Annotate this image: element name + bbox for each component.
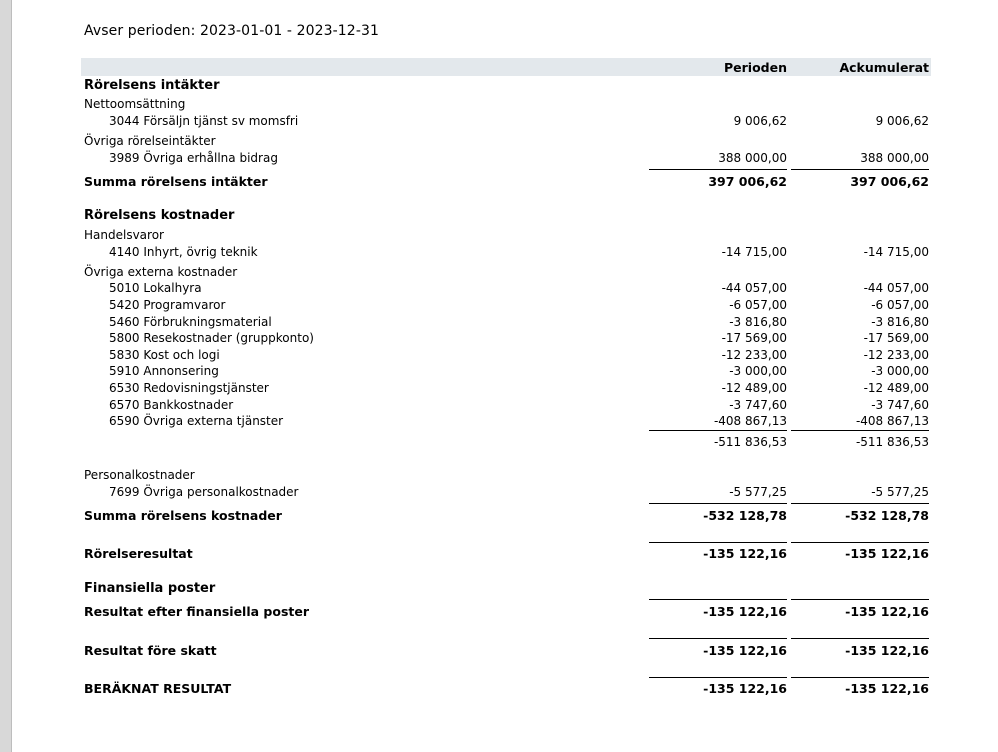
rule-after-fin-accumulated xyxy=(791,599,929,600)
financial-heading: Finansiella poster xyxy=(84,581,216,596)
operating-result-label: Rörelseresultat xyxy=(84,546,193,561)
after-financial-label: Resultat efter finansiella poster xyxy=(84,604,309,619)
row-5800-label: 5800 Resekostnader (gruppkonto) xyxy=(109,331,314,345)
row-6590-accumulated: -408 867,13 xyxy=(855,414,929,428)
row-3989-label: 3989 Övriga erhållna bidrag xyxy=(109,151,278,165)
row-5010-period: -44 057,00 xyxy=(721,281,787,295)
rule-after-fin-period xyxy=(649,599,787,600)
row-3989-period: 388 000,00 xyxy=(718,151,787,165)
rule-income-accumulated xyxy=(791,169,929,170)
row-5460-label: 5460 Förbrukningsmaterial xyxy=(109,315,272,329)
costs-sum-accumulated: -532 128,78 xyxy=(845,508,929,523)
rule-before-tax-accumulated xyxy=(791,638,929,639)
row-5830-period: -12 233,00 xyxy=(721,348,787,362)
after-financial-period: -135 122,16 xyxy=(703,604,787,619)
calculated-result-label: BERÄKNAT RESULTAT xyxy=(84,681,232,696)
after-financial-accumulated: -135 122,16 xyxy=(845,604,929,619)
rule-income-period xyxy=(649,169,787,170)
row-6570-label: 6570 Bankkostnader xyxy=(109,398,234,412)
costs-heading: Rörelsens kostnader xyxy=(84,208,235,223)
group-ovriga-rorelseintakter: Övriga rörelseintäkter xyxy=(84,134,216,148)
row-5420-period: -6 057,00 xyxy=(729,298,787,312)
column-header-accumulated: Ackumulerat xyxy=(839,60,929,75)
rule-external-accumulated xyxy=(791,430,929,431)
row-3044-label: 3044 Försäljn tjänst sv momsfri xyxy=(109,114,299,128)
rule-costs-period xyxy=(649,503,787,504)
income-sum-label: Summa rörelsens intäkter xyxy=(84,174,268,189)
row-5010-label: 5010 Lokalhyra xyxy=(109,281,202,295)
rule-costs-accumulated xyxy=(791,503,929,504)
row-6530-label: 6530 Redovisningstjänster xyxy=(109,381,269,395)
row-7699-accumulated: -5 577,25 xyxy=(871,485,929,499)
row-3044-accumulated: 9 006,62 xyxy=(875,114,929,128)
row-6570-accumulated: -3 747,60 xyxy=(871,398,929,412)
row-7699-period: -5 577,25 xyxy=(729,485,787,499)
row-6570-period: -3 747,60 xyxy=(729,398,787,412)
income-sum-accumulated: 397 006,62 xyxy=(850,174,929,189)
rule-operating-accumulated xyxy=(791,542,929,543)
operating-result-period: -135 122,16 xyxy=(703,546,787,561)
row-6530-period: -12 489,00 xyxy=(721,381,787,395)
row-5460-period: -3 816,80 xyxy=(729,315,787,329)
row-6590-label: 6590 Övriga externa tjänster xyxy=(109,414,284,428)
row-5910-label: 5910 Annonsering xyxy=(109,364,219,378)
row-6530-accumulated: -12 489,00 xyxy=(863,381,929,395)
row-4140-period: -14 715,00 xyxy=(721,245,787,259)
row-5420-label: 5420 Programvaror xyxy=(109,298,226,312)
column-header-period: Perioden xyxy=(723,60,787,75)
group-handelsvaror: Handelsvaror xyxy=(84,228,164,242)
row-5420-accumulated: -6 057,00 xyxy=(871,298,929,312)
before-tax-label: Resultat före skatt xyxy=(84,643,217,658)
rule-external-period xyxy=(649,430,787,431)
row-5460-accumulated: -3 816,80 xyxy=(871,315,929,329)
row-6590-period: -408 867,13 xyxy=(713,414,787,428)
row-5910-accumulated: -3 000,00 xyxy=(871,364,929,378)
row-5910-period: -3 000,00 xyxy=(729,364,787,378)
rule-before-tax-period xyxy=(649,638,787,639)
operating-result-accumulated: -135 122,16 xyxy=(845,546,929,561)
income-heading: Rörelsens intäkter xyxy=(84,78,220,93)
before-tax-accumulated: -135 122,16 xyxy=(845,643,929,658)
viewer-left-border xyxy=(0,0,12,752)
rule-calculated-period xyxy=(649,677,787,678)
external-total-period: -511 836,53 xyxy=(713,435,787,449)
row-5830-accumulated: -12 233,00 xyxy=(863,348,929,362)
costs-sum-label: Summa rörelsens kostnader xyxy=(84,508,282,523)
report-period: Avser perioden: 2023-01-01 - 2023-12-31 xyxy=(84,23,379,39)
row-3044-period: 9 006,62 xyxy=(733,114,787,128)
row-4140-accumulated: -14 715,00 xyxy=(863,245,929,259)
row-4140-label: 4140 Inhyrt, övrig teknik xyxy=(109,245,258,259)
row-3989-accumulated: 388 000,00 xyxy=(860,151,929,165)
rule-calculated-accumulated xyxy=(791,677,929,678)
income-sum-period: 397 006,62 xyxy=(708,174,787,189)
row-7699-label: 7699 Övriga personalkostnader xyxy=(109,485,299,499)
costs-sum-period: -532 128,78 xyxy=(703,508,787,523)
calculated-result-accumulated: -135 122,16 xyxy=(845,681,929,696)
group-nettoomsattning: Nettoomsättning xyxy=(84,97,186,111)
row-5830-label: 5830 Kost och logi xyxy=(109,348,220,362)
row-5010-accumulated: -44 057,00 xyxy=(863,281,929,295)
group-ovriga-externa-kostnader: Övriga externa kostnader xyxy=(84,265,238,279)
before-tax-period: -135 122,16 xyxy=(703,643,787,658)
rule-operating-period xyxy=(649,542,787,543)
calculated-result-period: -135 122,16 xyxy=(703,681,787,696)
external-total-accumulated: -511 836,53 xyxy=(855,435,929,449)
row-5800-period: -17 569,00 xyxy=(721,331,787,345)
group-personalkostnader: Personalkostnader xyxy=(84,468,195,482)
row-5800-accumulated: -17 569,00 xyxy=(863,331,929,345)
